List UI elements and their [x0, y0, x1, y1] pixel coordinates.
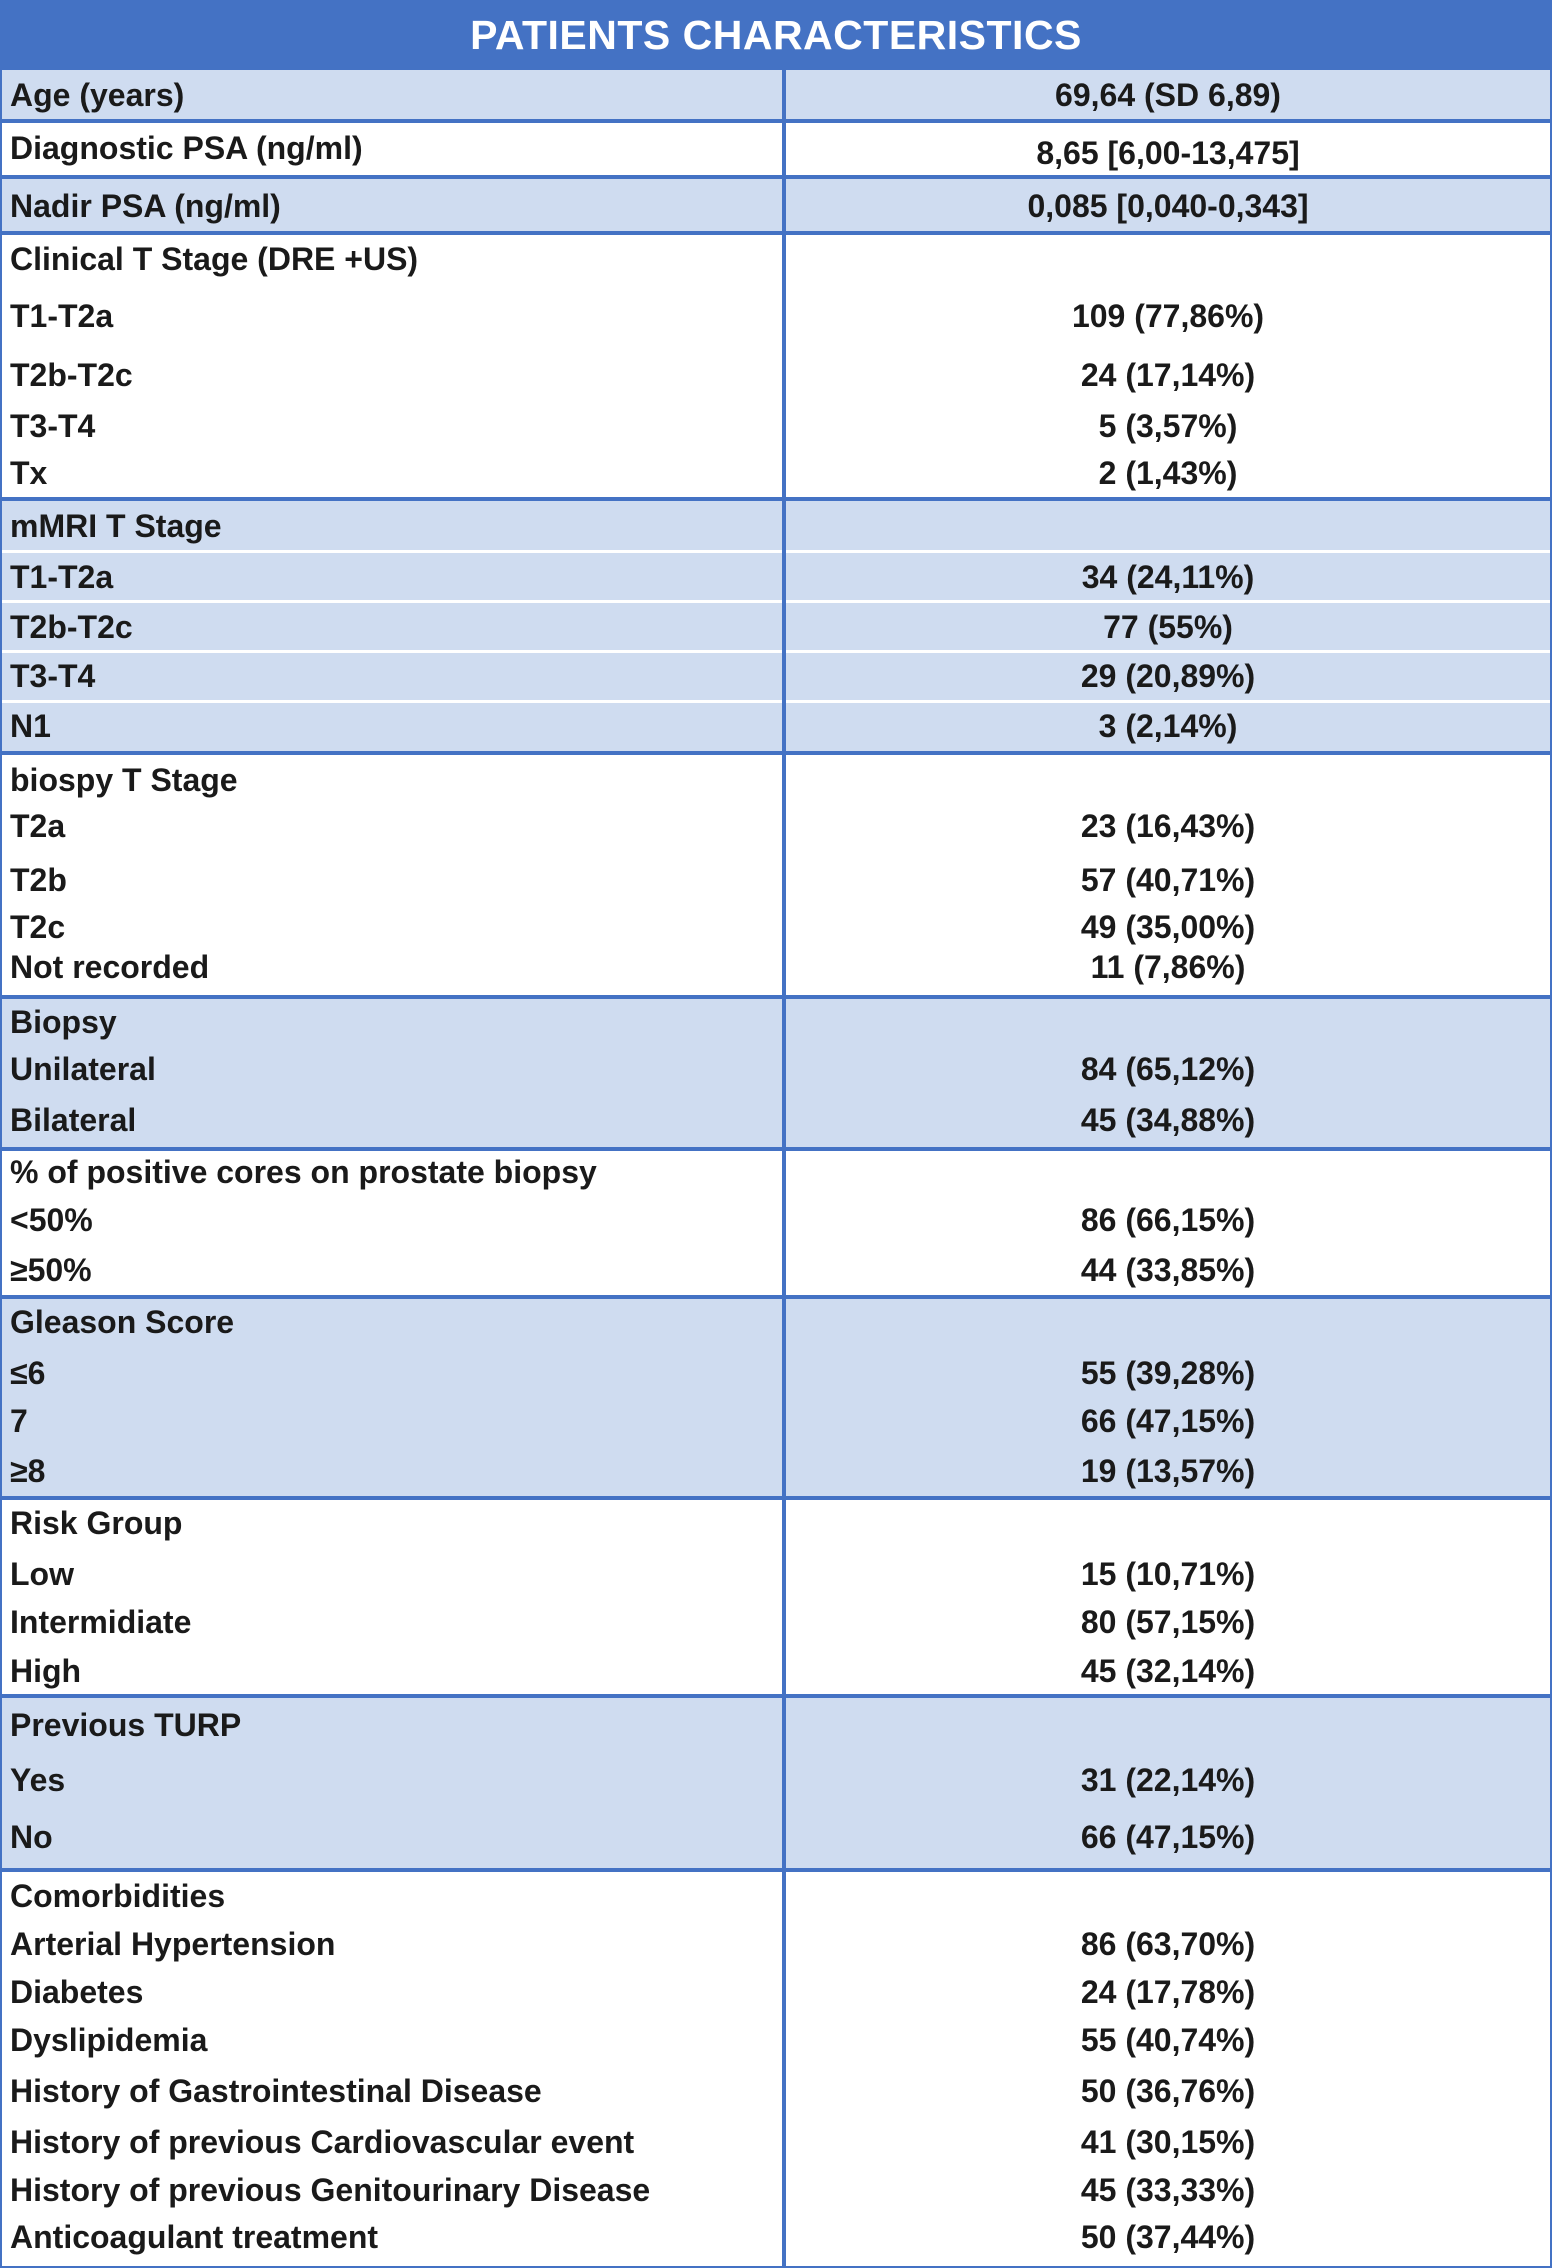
- row-label: History of previous Genitourinary Disease: [10, 2172, 651, 2208]
- row-label: Tx: [10, 455, 48, 491]
- row-label: No: [10, 1819, 53, 1855]
- row-label: 7: [10, 1403, 28, 1439]
- row-value: 77 (55%): [1103, 609, 1233, 645]
- row-value: 34 (24,11%): [1081, 559, 1255, 595]
- row-label: <50%: [10, 1202, 93, 1238]
- row-label: Yes: [10, 1762, 66, 1798]
- row-value: 19 (13,57%): [1080, 1453, 1256, 1489]
- row-value: 50 (36,76%): [1080, 2073, 1256, 2109]
- row-value: 45 (34,88%): [1080, 1102, 1256, 1138]
- row-label: ≥50%: [10, 1252, 92, 1288]
- section-previous-turp: [2, 1698, 1550, 1868]
- row-label: Nadir PSA (ng/ml): [10, 188, 281, 224]
- row-value: 86 (63,70%): [1080, 1926, 1256, 1962]
- section-comorbidities: [2, 1872, 1550, 2266]
- row-label: T2c: [10, 909, 66, 945]
- row-value: 55 (39,28%): [1080, 1355, 1256, 1391]
- row-label: Unilateral: [10, 1051, 156, 1087]
- row-value: 24 (17,14%): [1080, 357, 1256, 393]
- row-value: 3 (2,14%): [1098, 708, 1238, 744]
- row-value: 80 (57,15%): [1080, 1604, 1256, 1640]
- row-value: 31 (22,14%): [1080, 1762, 1256, 1798]
- row-value: 5 (3,57%): [1098, 408, 1238, 444]
- row-label: Bilateral: [10, 1102, 137, 1138]
- row-label: Age (years): [10, 77, 185, 113]
- row-age: [2, 70, 1550, 119]
- row-label: History of previous Cardiovascular event: [10, 2124, 635, 2160]
- row-value: 50 (37,44%): [1080, 2219, 1256, 2255]
- row-value: 0,085 [0,040-0,343]: [1027, 188, 1309, 224]
- row-value: 66 (47,15%): [1080, 1403, 1256, 1439]
- section-header: Risk Group: [10, 1505, 183, 1541]
- row-label: Anticoagulant treatment: [10, 2219, 379, 2255]
- row-label: T3-T4: [10, 408, 96, 444]
- column-divider: [782, 66, 786, 2266]
- row-label: Intermidiate: [10, 1604, 192, 1640]
- section-gleason-score: [2, 1299, 1550, 1496]
- row-value: 2 (1,43%): [1098, 455, 1238, 491]
- row-value: 69,64 (SD 6,89): [1055, 77, 1281, 113]
- section-header: Comorbidities: [10, 1878, 226, 1914]
- row-divider: [2, 650, 1550, 653]
- section-biopsy-t-stage: [2, 755, 1550, 995]
- section-header: Previous TURP: [10, 1707, 242, 1743]
- row-value: 66 (47,15%): [1080, 1819, 1256, 1855]
- row-label: T1-T2a: [10, 298, 114, 334]
- section-header: % of positive cores on prostate biopsy: [10, 1154, 597, 1190]
- row-label: T3-T4: [10, 658, 96, 694]
- row-label: T2b-T2c: [10, 357, 133, 393]
- row-value: 8,65 [6,00-13,475]: [1036, 135, 1300, 171]
- row-value: 15 (10,71%): [1080, 1556, 1256, 1592]
- section-clinical-t-stage: [2, 235, 1550, 497]
- row-label: ≤6: [10, 1355, 46, 1391]
- row-label: Dyslipidemia: [10, 2022, 208, 2058]
- row-value: 84 (65,12%): [1080, 1051, 1256, 1087]
- row-label: History of Gastrointestinal Disease: [10, 2073, 542, 2109]
- row-value: 11 (7,86%): [1090, 949, 1246, 985]
- section-header: Clinical T Stage (DRE +US): [10, 241, 419, 277]
- row-divider: [2, 700, 1550, 703]
- row-label: Arterial Hypertension: [10, 1926, 336, 1962]
- section-positive-cores: [2, 1151, 1550, 1295]
- row-value: 29 (20,89%): [1080, 658, 1256, 694]
- row-value: 57 (40,71%): [1080, 862, 1256, 898]
- table-title: PATIENTS CHARACTERISTICS: [2, 2, 1550, 66]
- row-label: T2b-T2c: [10, 609, 133, 645]
- row-value: 55 (40,74%): [1080, 2022, 1256, 2058]
- row-value: 44 (33,85%): [1080, 1252, 1256, 1288]
- row-value: 49 (35,00%): [1080, 909, 1256, 945]
- section-risk-group: [2, 1500, 1550, 1694]
- row-divider: [2, 600, 1550, 603]
- row-label: T1-T2a: [10, 559, 114, 595]
- row-value: 41 (30,15%): [1080, 2124, 1256, 2160]
- row-label: Low: [10, 1556, 74, 1592]
- row-value: 23 (16,43%): [1080, 808, 1256, 844]
- row-nadir-psa: [2, 179, 1550, 231]
- row-value: 86 (66,15%): [1080, 1202, 1256, 1238]
- row-label: Diabetes: [10, 1974, 144, 2010]
- section-header: biospy T Stage: [10, 762, 238, 798]
- row-label: T2b: [10, 862, 67, 898]
- row-label: ≥8: [10, 1453, 46, 1489]
- section-header: Biopsy: [10, 1004, 117, 1040]
- row-value: 24 (17,78%): [1080, 1974, 1256, 2010]
- section-biopsy: [2, 999, 1550, 1147]
- row-label: Not recorded: [10, 949, 210, 985]
- section-header: mMRI T Stage: [10, 508, 222, 544]
- section-mmri-t-stage: [2, 501, 1550, 751]
- row-label: T2a: [10, 808, 66, 844]
- row-label: Diagnostic PSA (ng/ml): [10, 130, 363, 166]
- row-diagnostic-psa: [2, 123, 1550, 175]
- row-label: High: [10, 1653, 82, 1689]
- row-label: N1: [10, 708, 51, 744]
- row-value: 45 (33,33%): [1080, 2172, 1256, 2208]
- row-value: 109 (77,86%): [1071, 298, 1265, 334]
- row-divider: [2, 550, 1550, 553]
- row-value: 45 (32,14%): [1080, 1653, 1256, 1689]
- section-header: Gleason Score: [10, 1304, 235, 1340]
